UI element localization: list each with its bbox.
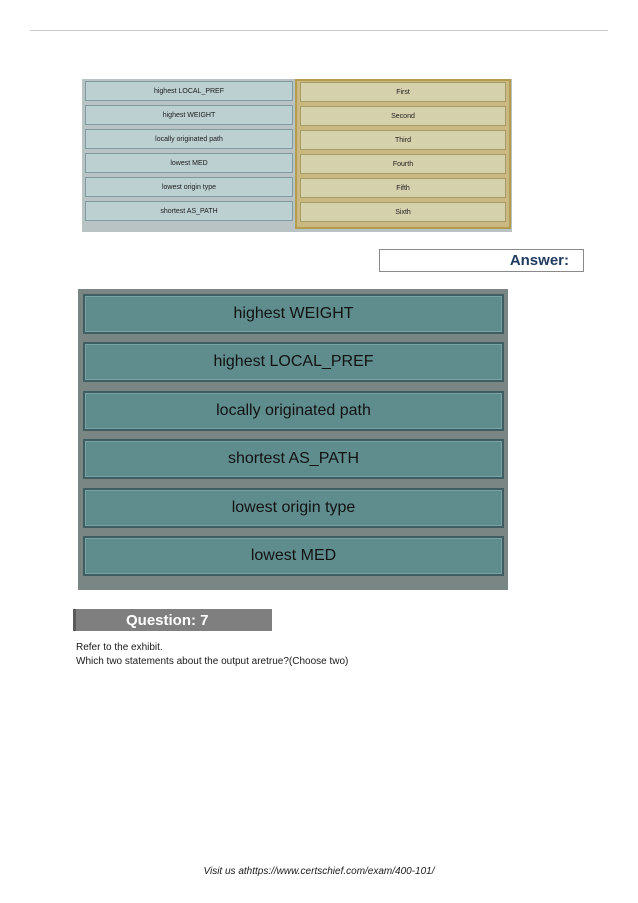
target-slot[interactable]: Fifth: [300, 178, 506, 198]
target-slot[interactable]: Fourth: [300, 154, 506, 174]
footer-link[interactable]: Visit us athttps://www.certschief.com/exam/400-101/: [203, 866, 435, 877]
answer-item: lowest MED: [83, 536, 504, 576]
source-item[interactable]: shortest AS_PATH: [85, 201, 293, 221]
target-slot[interactable]: First: [300, 82, 506, 102]
target-slot[interactable]: Second: [300, 106, 506, 126]
answer-item: highest WEIGHT: [83, 294, 504, 334]
source-items-column: [85, 81, 293, 225]
exhibit-drag-drop-question: [82, 79, 512, 232]
answer-item: lowest origin type: [83, 488, 504, 528]
question-banner: Question: 7: [73, 609, 272, 631]
answer-item: locally originated path: [83, 391, 504, 431]
answer-label: Answer:: [379, 249, 584, 272]
target-slot[interactable]: Third: [300, 130, 506, 150]
answer-ordered-list: [83, 294, 504, 584]
exhibit-answer: [78, 289, 508, 590]
question-text: [76, 641, 596, 669]
answer-item: highest LOCAL_PREF: [83, 342, 504, 382]
source-item[interactable]: lowest origin type: [85, 177, 293, 197]
target-slots-column: [295, 79, 511, 229]
source-item[interactable]: locally originated path: [85, 129, 293, 149]
question-line: Which two statements about the output aretrue?(Choose two): [76, 656, 349, 667]
source-item[interactable]: highest LOCAL_PREF: [85, 81, 293, 101]
question-line: Refer to the exhibit.: [76, 642, 163, 653]
source-item[interactable]: lowest MED: [85, 153, 293, 173]
target-slot[interactable]: Sixth: [300, 202, 506, 222]
answer-item: shortest AS_PATH: [83, 439, 504, 479]
source-item[interactable]: highest WEIGHT: [85, 105, 293, 125]
header-divider: [30, 30, 608, 31]
